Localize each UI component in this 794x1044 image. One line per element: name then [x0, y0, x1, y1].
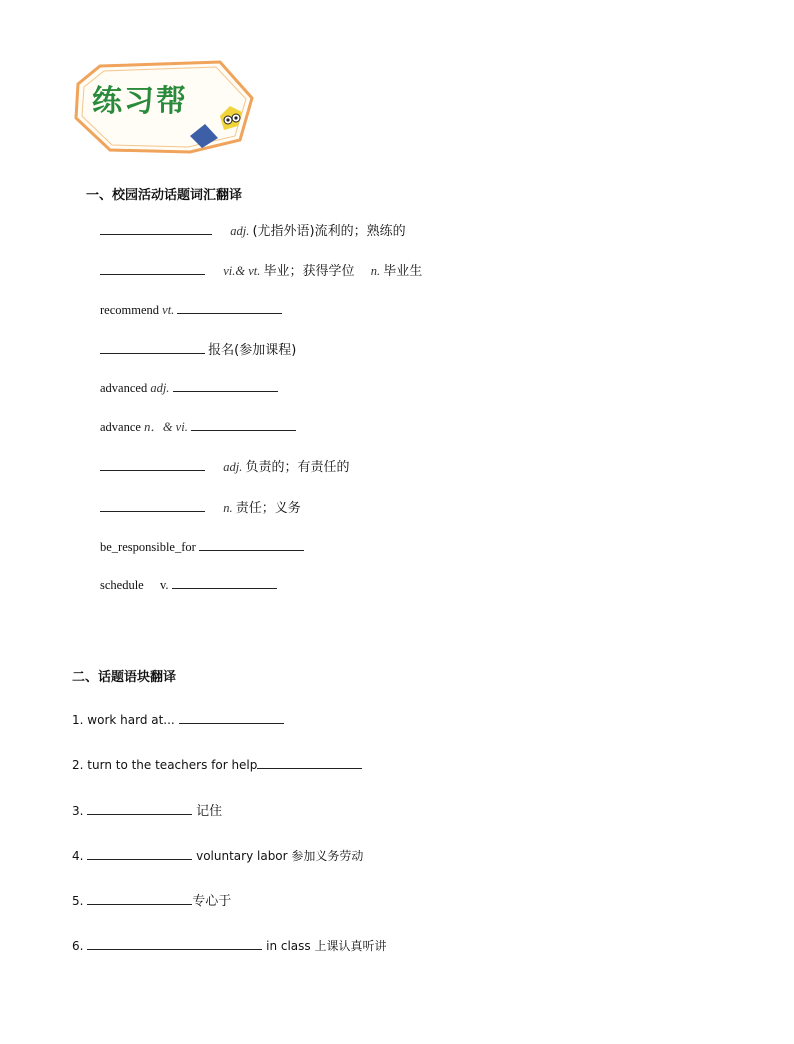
meaning: 报名(参加课程)	[208, 343, 297, 358]
answer-blank[interactable]	[100, 457, 205, 471]
item-number: 3.	[72, 804, 84, 818]
phrase-text: voluntary labor 参加义务劳动	[196, 849, 364, 863]
logo-text: 练习帮	[92, 84, 188, 119]
phrase-item-2	[72, 755, 362, 773]
vocab-item-7	[100, 457, 350, 475]
section2-title: 二、话题语块翻译	[72, 670, 177, 685]
phrase-text: 记住	[196, 804, 223, 819]
item-number: 4.	[72, 849, 84, 863]
answer-blank[interactable]	[87, 891, 192, 905]
logo	[70, 58, 260, 158]
phrase-text: 专心于	[192, 894, 232, 909]
item-number: 1.	[72, 713, 84, 727]
vocab-item-3	[100, 300, 282, 318]
word: advance	[100, 420, 141, 434]
vocab-item-1	[100, 221, 406, 239]
answer-blank[interactable]	[100, 221, 212, 235]
answer-blank[interactable]	[100, 340, 205, 354]
phrase-item-6	[72, 936, 386, 954]
part-of-speech: vi.& vt.	[223, 264, 261, 278]
meaning-2: 毕业生	[383, 264, 423, 279]
vocab-item-6	[100, 417, 296, 435]
answer-blank[interactable]	[177, 300, 282, 314]
item-number: 5.	[72, 894, 84, 908]
part-of-speech: adj.	[223, 460, 243, 474]
phrase-item-4	[72, 846, 363, 864]
part-of-speech: n.	[223, 501, 233, 515]
phrase-text: in class 上课认真听讲	[266, 939, 387, 953]
phrase-item-5	[72, 891, 231, 909]
answer-blank[interactable]	[257, 755, 362, 769]
answer-blank[interactable]	[100, 498, 205, 512]
answer-blank[interactable]	[191, 417, 296, 431]
vocab-item-8	[100, 498, 301, 516]
meaning: (尤指外语)流利的；熟练的	[252, 224, 406, 239]
item-number: 6.	[72, 939, 84, 953]
vocab-item-4	[100, 340, 296, 358]
phrase-item-1	[72, 710, 284, 728]
vocab-item-10	[100, 575, 277, 593]
word: advanced	[100, 381, 148, 395]
answer-blank[interactable]	[172, 575, 277, 589]
part-of-speech: vt.	[162, 303, 175, 317]
answer-blank[interactable]	[199, 537, 304, 551]
part-of-speech-2: n.	[370, 264, 381, 278]
meaning: 负责的；有责任的	[245, 460, 350, 475]
phrase-item-3	[72, 801, 222, 819]
phrase-text: work hard at...	[87, 713, 175, 727]
word: schedule	[100, 578, 144, 592]
meaning: 毕业；获得学位	[263, 264, 355, 279]
item-number: 2.	[72, 758, 84, 772]
answer-blank[interactable]	[100, 261, 205, 275]
word: recommend	[100, 303, 160, 317]
vocab-item-5	[100, 378, 278, 396]
vocab-item-2	[100, 261, 422, 279]
answer-blank[interactable]	[179, 710, 284, 724]
answer-blank[interactable]	[87, 936, 262, 950]
answer-blank[interactable]	[173, 378, 278, 392]
meaning: 责任；义务	[235, 501, 301, 516]
answer-blank[interactable]	[87, 801, 192, 815]
part-of-speech: adj.	[150, 381, 170, 395]
vocab-item-9	[100, 537, 304, 555]
phrase-text: turn to the teachers for help	[87, 758, 258, 772]
part-of-speech: n．& vi.	[144, 420, 188, 434]
word: be_responsible_for	[100, 540, 196, 554]
answer-blank[interactable]	[87, 846, 192, 860]
section1-title: 一、校园活动话题词汇翻译	[86, 188, 243, 203]
part-of-speech: adj.	[230, 224, 250, 238]
part-of-speech: v.	[159, 578, 169, 592]
